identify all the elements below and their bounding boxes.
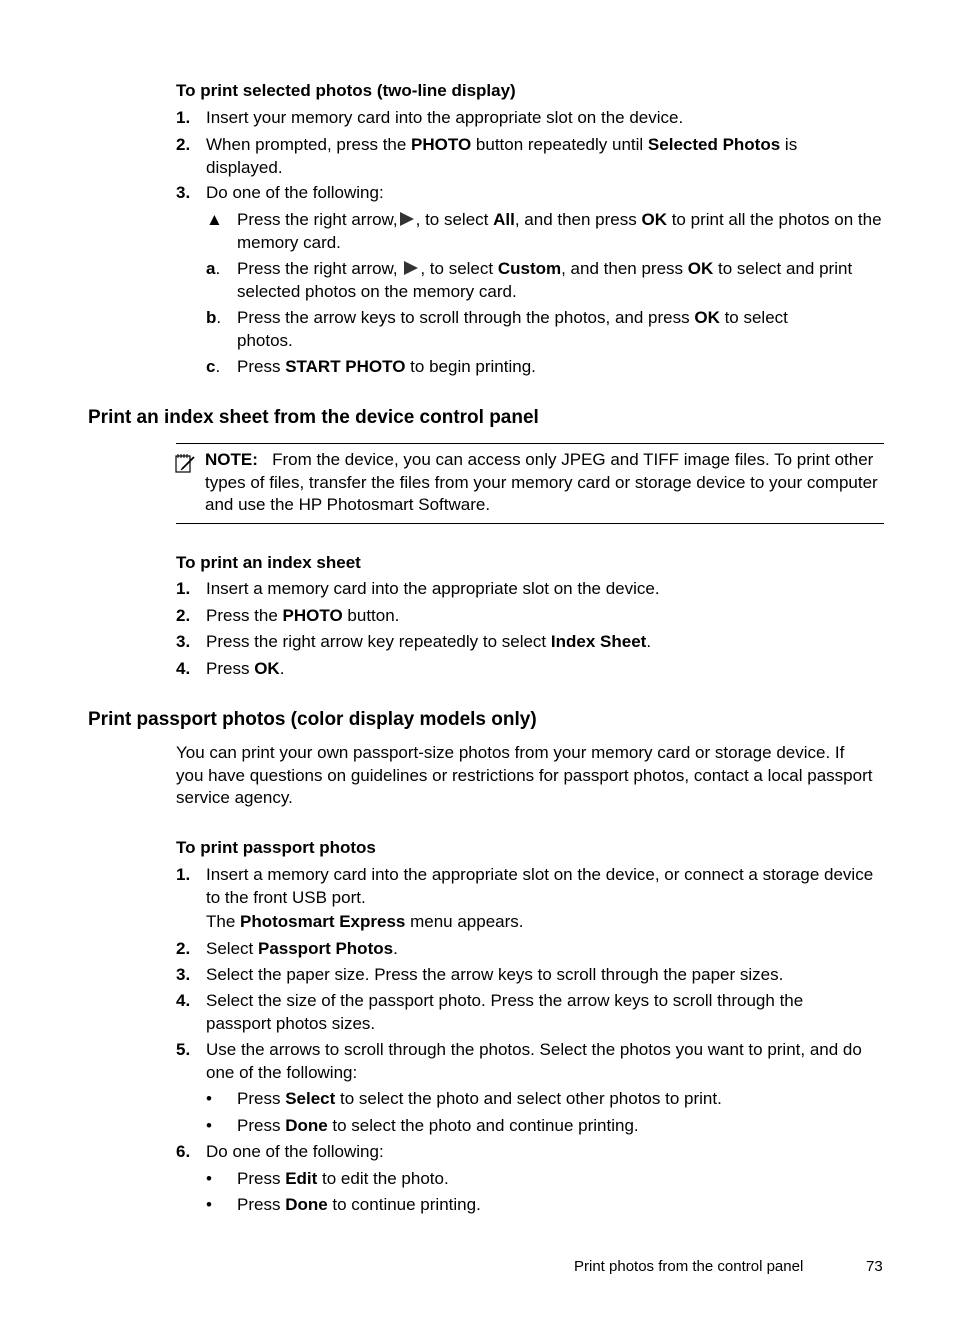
step-text: Press the right arrow key repeatedly to select Index Sheet. xyxy=(206,632,652,651)
step-text: Press OK. xyxy=(206,659,285,678)
step-subtext: The Photosmart Express menu appears. xyxy=(206,912,524,931)
intro-paragraph: You can print your own passport-size photos from your memory card or storage device. If you have questions on guidelines or restrictions for passport photos, contact a local passport service agency. xyxy=(176,743,873,807)
option-text: Press the right arrow, , to select Custom, and then press OK to select and print selected photos on the memory card. xyxy=(237,259,853,301)
step-text: Do one of the following: xyxy=(206,1142,384,1161)
bullet-text: Press Done to continue printing. xyxy=(237,1195,481,1214)
step-text: Insert a memory card into the appropriate slot on the device. xyxy=(206,579,660,598)
note-text: NOTE: From the device, you can access only JPEG and TIFF image files. To print other types of files, transfer the files from your memory card or storage device to your computer and use the HP Photosmart Software. xyxy=(205,450,878,514)
step-text: Insert your memory card into the appropriate slot on the device. xyxy=(206,108,684,127)
step-number: 2. xyxy=(176,939,191,958)
step-number: 5. xyxy=(176,1040,191,1059)
option-text: Press the right arrow, , to select All, and then press OK to print all the photos on the memory card. xyxy=(237,210,882,252)
step-text: Use the arrows to scroll through the photos. Select the photos you want to print, and do one of the following: xyxy=(206,1040,862,1082)
procedure-title-index-sheet: To print an index sheet xyxy=(176,553,361,572)
step-text: When prompted, press the PHOTO button repeatedly until Selected Photos is displayed. xyxy=(206,135,798,177)
step-text: Select the paper size. Press the arrow keys to scroll through the paper sizes. xyxy=(206,965,784,984)
right-arrow-icon xyxy=(404,261,418,275)
option-marker: a. xyxy=(206,259,221,278)
triangle-bullet: ▲ xyxy=(206,210,223,229)
bullet-text: Press Edit to edit the photo. xyxy=(237,1169,449,1188)
step-number: 2. xyxy=(176,606,191,625)
bullet-text: Press Done to select the photo and continue printing. xyxy=(237,1116,639,1135)
bullet-marker: • xyxy=(206,1169,212,1188)
option-text: Press START PHOTO to begin printing. xyxy=(237,357,536,376)
step-text: Do one of the following: xyxy=(206,183,384,202)
step-number: 2. xyxy=(176,135,191,154)
page-number: 73 xyxy=(866,1258,883,1275)
option-marker: c. xyxy=(206,357,221,376)
procedure-title-selected-photos: To print selected photos (two-line display) xyxy=(176,81,516,100)
step-number: 4. xyxy=(176,659,191,678)
note-bottom-rule xyxy=(176,523,884,524)
step-number: 4. xyxy=(176,991,191,1010)
step-number: 1. xyxy=(176,579,191,598)
note-top-rule xyxy=(176,443,884,444)
section-heading-index-sheet: Print an index sheet from the device control panel xyxy=(88,407,539,428)
section-heading-passport: Print passport photos (color display models only) xyxy=(88,709,537,730)
option-text: Press the arrow keys to scroll through the photos, and press OK to select photos. xyxy=(237,308,788,350)
bullet-marker: • xyxy=(206,1089,212,1108)
step-number: 3. xyxy=(176,632,191,651)
step-number: 3. xyxy=(176,965,191,984)
footer-chapter-title: Print photos from the control panel xyxy=(574,1258,804,1275)
right-arrow-icon xyxy=(400,212,414,226)
step-number: 3. xyxy=(176,183,191,202)
bullet-text: Press Select to select the photo and select other photos to print. xyxy=(237,1089,722,1108)
option-marker: b. xyxy=(206,308,222,327)
bullet-marker: • xyxy=(206,1195,212,1214)
step-number: 1. xyxy=(176,108,191,127)
step-number: 6. xyxy=(176,1142,191,1161)
step-number: 1. xyxy=(176,865,191,884)
step-text: Insert a memory card into the appropriate slot on the device, or connect a storage device to the front USB port. xyxy=(206,865,874,907)
note-icon xyxy=(174,452,196,474)
procedure-title-passport: To print passport photos xyxy=(176,838,376,857)
step-text: Press the PHOTO button. xyxy=(206,606,400,625)
step-text: Select the size of the passport photo. Press the arrow keys to scroll through the passport photos sizes. xyxy=(206,991,804,1033)
bullet-marker: • xyxy=(206,1116,212,1135)
step-text: Select Passport Photos. xyxy=(206,939,398,958)
